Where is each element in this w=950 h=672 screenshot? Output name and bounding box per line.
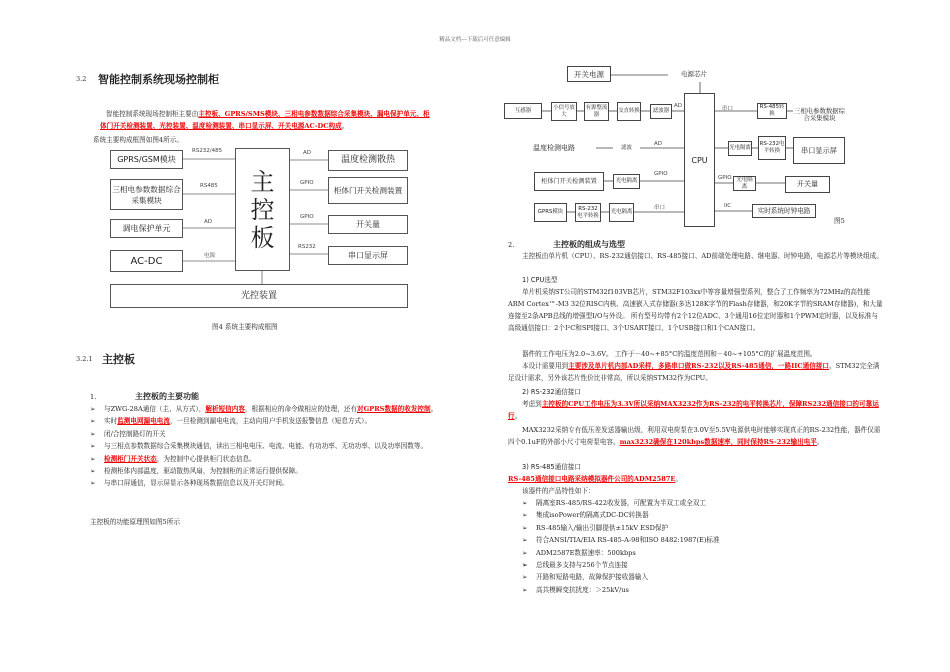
- page-header: 精品文档---下载后可任意编辑: [439, 37, 511, 43]
- fig5-label-uart: 串口: [654, 205, 666, 211]
- functions-title: 主控板的主要功能: [135, 392, 199, 401]
- fig5-opto1: 光电隔离: [613, 174, 640, 189]
- functions-number: 1.: [90, 393, 97, 401]
- features-list: [522, 497, 882, 596]
- label-ad-right: AD: [303, 150, 311, 156]
- meter-module-box: 三相电参数数据综合采集模块: [110, 179, 183, 210]
- fig5-label-iic: IIC: [724, 203, 732, 209]
- feature-item: ➢ 高共模瞬变抗扰度：＞25kV/us: [522, 584, 882, 596]
- label-rs232: RS232: [298, 244, 316, 250]
- function-item: ➢ 闭/合控制路灯的开关: [90, 428, 440, 440]
- fig5-rectifier: 有源整流器: [584, 102, 609, 121]
- part2-p6: MAX3232采纳专有低压差发送器输出级，利用双电荷泵在3.0V至5.5V电源供电时能够实现真正的RS-232性能，器件仅需四个0.1uF的外部小尺寸电荷泵电容。max3232确保在120kbps数据速率，同时保持RS-232输出电平。: [508, 426, 881, 446]
- fig5-meter-module: 三相电参数数据综合采集模块: [793, 100, 846, 130]
- fig5-label-ad2: AD: [654, 141, 662, 147]
- fig5-gprs: GPRS模块: [534, 203, 567, 222]
- serial-screen-box: 串口显示屏: [328, 246, 408, 265]
- feature-item: ➢ 集成isoPower的隔离式DC-DC转换器: [522, 509, 882, 521]
- ac-dc-box: AC-DC: [110, 250, 183, 272]
- fig5-power-chip: 电源芯片: [668, 67, 720, 82]
- intro-line2: 系统主要构成框图如图4所示。: [93, 136, 183, 144]
- fig5-cpu: CPU: [684, 93, 715, 227]
- label-ad-left: AD: [204, 219, 212, 225]
- rs232-heading: 2) RS-232通信接口: [522, 388, 581, 396]
- fig4-caption: 图4 系统主要构成框图: [212, 323, 278, 331]
- section-number: 3.2: [76, 75, 87, 83]
- rs485-line: RS-485通信接口电路采纳模拟器件公司的ADM2587E。: [508, 475, 682, 483]
- function-item: ➢ 检测柜门开关状态，为控制中心提供柜门状态信息。: [90, 453, 440, 465]
- fig5-opto2: 光电隔离: [609, 203, 634, 222]
- fig5-opto4: 光电隔离: [733, 176, 756, 191]
- feature-item: ➢ 开路和短路电路，故障保护接收器输入: [522, 571, 882, 583]
- part2-p1: 主控板由单片机（CPU）、RS-232通信接口、RS-485接口、AD前端处理电路、继电器、时钟电路，电源芯片等模块组成。: [522, 252, 883, 260]
- temp-detect-box: 温度检测散热: [328, 150, 408, 171]
- function-item: ➢ 检测柜体内部温度，驱动散热风扇，为控制柜的正常运行提供保障。: [90, 465, 440, 477]
- fig5-switch: 开关量: [785, 176, 830, 193]
- fig5-rs232-conv: RS-232电平转换: [758, 136, 786, 160]
- function-item: ➢ 实时监测电网漏电电流，一旦检测到漏电电流，主动向用户手机发送报警信息（短息方式）。: [90, 415, 440, 427]
- fig5-filter: 滤波器: [650, 104, 672, 119]
- gprs-gsm-box: GPRS/GSM模块: [110, 150, 183, 169]
- label-rs232-485: RS232/485: [192, 148, 223, 154]
- subsection-title: 主控板: [102, 353, 135, 366]
- fig5-label-uart2: 串口: [722, 106, 734, 112]
- part2-number: 2.: [508, 241, 515, 249]
- rs485-heading: 3) RS-485通信接口: [522, 463, 581, 471]
- fig5-temp-circuit: 温度检测电路: [533, 141, 596, 156]
- intro-punct: 。: [341, 122, 349, 130]
- part2-p5: 考虑到主控板的CPU工作电压为3.3V所以采纳MAX3232作为RS-232的电平转换芯片，保障RS232通信接口的可靠运行。: [508, 400, 879, 420]
- fig5-rtc: 实时系统时钟电路: [752, 204, 816, 218]
- function-item: ➢ 与ZWG-28A通信（主、从方式），解析短信内容，根据相应的命令做相应的处理，还有对GPRS数据的收发控制。: [90, 403, 440, 415]
- fig5-switch-power: 开关电源: [567, 66, 611, 82]
- functions-list: [90, 403, 440, 490]
- fig5-door-detect: 柜体门开关检测装置: [534, 172, 604, 191]
- door-detect-box: 柜体门开关检测装置: [328, 177, 408, 204]
- part2-title: 主控板的组成与选型: [553, 240, 625, 249]
- fig5-label-gpio2: GPIO: [718, 175, 732, 181]
- fig5-label-gpio: GPIO: [654, 171, 668, 177]
- fig5-caption: 图5: [834, 217, 845, 225]
- feature-item: ➢ 总线最多支持与256个节点连接: [522, 559, 882, 571]
- function-item: ➢ 与三相点参数数据综合采集模块通信，读出三相电电压、电流、电能、有功功率、无功功率、以及功率因数等。: [90, 440, 440, 452]
- label-power: 电源: [204, 253, 216, 259]
- leak-protect-box: 调电保护单元: [110, 219, 183, 238]
- feature-item: ➢ ADM2587E数据速率：500kbps: [522, 547, 882, 559]
- features-heading: 该器件的产品特性如下：: [522, 487, 595, 495]
- fig5-rs485: RS-485转换: [757, 103, 787, 119]
- switch-box: 开关量: [328, 215, 408, 234]
- intro-text: 智能控制系统现场控制柜主要由: [106, 110, 199, 118]
- main-board-box: 主 控 板: [235, 148, 290, 271]
- light-control-box: 光控装置: [110, 284, 408, 308]
- subsection-number: 3.2.1: [76, 355, 93, 363]
- section-title: 智能控制系统现场控制柜: [98, 73, 219, 86]
- part2-p3: 器件的工作电压为2.0~3.6V。 工作于－40~+85°C的温度范围和－40~+105°C的扩展温度范围。: [522, 350, 817, 358]
- label-rs485: RS485: [200, 183, 218, 189]
- fig5-rs232-level: RS-232电平转换: [575, 203, 601, 222]
- fig5-ac-conv: 交直转换: [617, 102, 641, 121]
- feature-item: ➢ 隔离室RS-485/RS-422收发器，可配置为半双工或全双工: [522, 497, 882, 509]
- feature-item: ➢ RS-485输入/输出引脚提供±15kV ESD保护: [522, 522, 882, 534]
- part2-p4: 本设计需要用到主要涉及单片机内部AD采样，多路串口做RS-232以及RS-485通信，一路IIC通信接口。STM32完全满足设计需求，另外该芯片性价比非常高，所以采纳STM32作为CPU。: [508, 362, 880, 382]
- fig5-opto3: 光电隔离: [728, 141, 752, 156]
- fig5-serial-screen: 串口显示屏: [793, 137, 845, 164]
- function-item: ➢ 与串口屏通信，显示屏显示各种现场数据信息以及开关灯时间。: [90, 477, 440, 489]
- part2-p2: 单片机采纳ST公司的STM32f103VB芯片，STM32F103xx中等容量增强型系列，整合了工作频率为72MHz的高性能ARM Cortex™-M3 32位RISC内核、高速嵌入式存储器(多达128K字节的Flash存储器，和20K字节的SRAM存储器)，和大量连接至2条APB总线的增强型I/O与外设。 所有型号均带有2个12位ADC、3个通用16位定时器和1个PWM定时器，以及标准与高级通信接口：2个I²C和SPI接口、3个USART接口、1个USB接口和1个CAN接口。: [508, 288, 883, 332]
- fig5-transformer: 互感器: [504, 103, 542, 119]
- intro-highlight: 主控板、GPRS/SMS模块、三相电参数数据综合采集模块、漏电保护单元、柜体门开关检测装置、光控装置、温度检测装置、串口显示屏、开关电源AC-DC构成: [100, 110, 430, 130]
- feature-item: ➢ 符合ANSI/TIA/EIA RS-485-A-98和ISO 8482:1987(E)标准: [522, 534, 882, 546]
- functions-footer: 主控板的功能原理图如图5所示: [90, 518, 180, 526]
- label-gpio-2: GPIO: [300, 214, 314, 220]
- cpu-heading: 1) CPU选型: [522, 276, 558, 284]
- label-gpio-1: GPIO: [300, 180, 314, 186]
- fig5-small-amp: 小信号放大: [551, 102, 577, 121]
- fig5-label-ad: AD: [674, 103, 682, 109]
- fig5-temp-filter: 滤波: [613, 143, 640, 154]
